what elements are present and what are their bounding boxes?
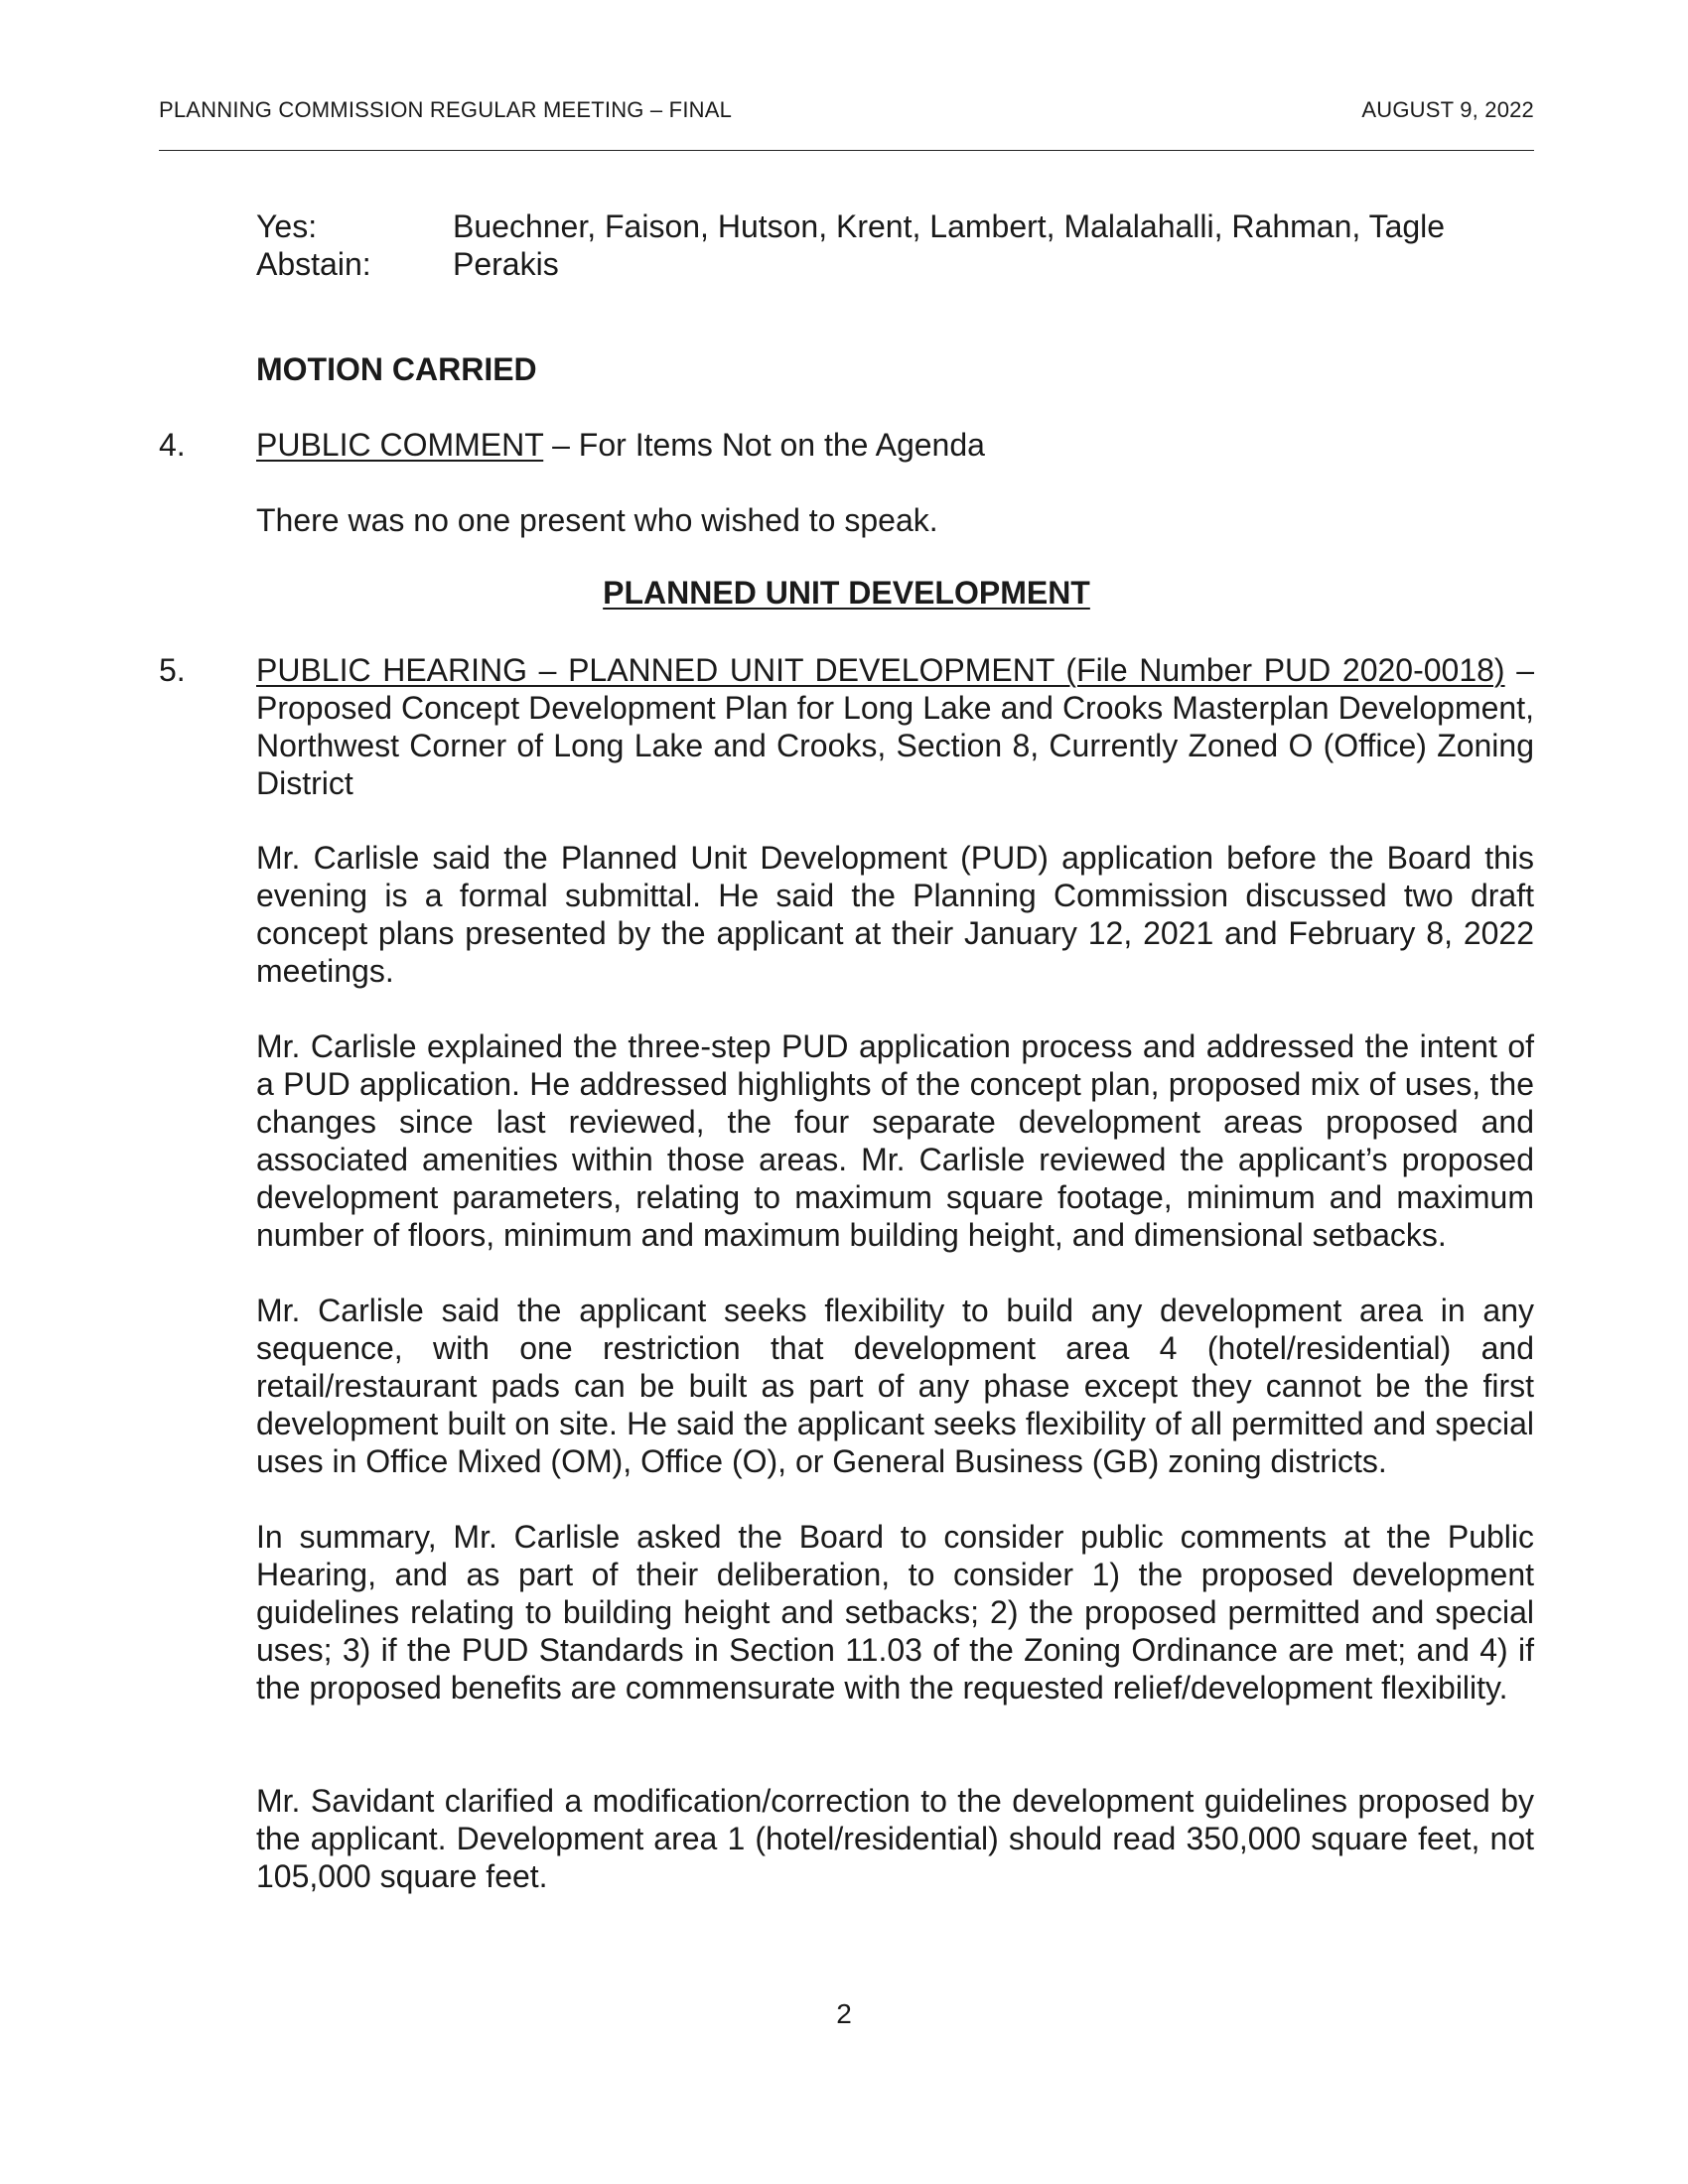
header-date: AUGUST 9, 2022 <box>1361 97 1534 122</box>
section-heading: PLANNED UNIT DEVELOPMENT <box>603 575 1090 611</box>
item-5-paragraph-5: Mr. Savidant clarified a modification/correction to the development guidelines proposed by the applicant. Development area 1 (hotel/residential) should read 350,000 square feet, not 105,000 square feet. <box>256 1783 1534 1894</box>
item-4-subtitle: – For Items Not on the Agenda <box>543 427 985 463</box>
vote-yes-label: Yes: <box>256 208 318 244</box>
page-number: 2 <box>836 1998 852 2029</box>
item-4-number: 4. <box>159 427 186 463</box>
item-5-number: 5. <box>159 652 186 688</box>
item-4-heading <box>256 426 1534 464</box>
item-5-paragraph-1: Mr. Carlisle said the Planned Unit Development (PUD) application before the Board this evening is a formal submittal. He said the Planning Commission discussed two draft concept plans presented by the applicant at their January 12, 2021 and February 8, 2022 meetings. <box>256 840 1534 989</box>
item-5-paragraph-3: Mr. Carlisle said the applicant seeks flexibility to build any development area in any sequence, with one restriction that development area 4 (hotel/residential) and retail/restaurant pads can be built as part of any phase except they cannot be the first development built on site. He said the applicant seeks flexibility of all permitted and special uses in Office Mixed (OM), Office (O), or General Business (GB) zoning districts. <box>256 1293 1534 1479</box>
header-divider <box>159 150 1534 151</box>
motion-result: MOTION CARRIED <box>256 351 537 387</box>
vote-abstain-label: Abstain: <box>256 246 371 282</box>
item-5-paragraph-2: Mr. Carlisle explained the three-step PUD application process and addressed the intent of a PUD application. He addressed highlights of the concept plan, proposed mix of uses, the changes since last reviewed, the four separate development areas proposed and associated amenities within those areas. Mr. Carlisle reviewed the applicant’s proposed development parameters, relating to maximum square footage, minimum and maximum number of floors, minimum and maximum building height, and dimensional setbacks. <box>256 1028 1534 1253</box>
item-5-paragraph-4: In summary, Mr. Carlisle asked the Board to consider public comments at the Public Hearing, and as part of their deliberation, to consider 1) the proposed development guidelines relating to building height and setbacks; 2) the proposed permitted and special uses; 3) if the PUD Standards in Section 11.03 of the Zoning Ordinance are met; and 4) if the proposed benefits are commensurate with the requested relief/development flexibility. <box>256 1519 1534 1706</box>
vote-abstain-names: Perakis <box>453 246 559 282</box>
page-header <box>159 97 1534 127</box>
item-4-title: PUBLIC COMMENT <box>256 427 544 463</box>
item-5-title: PUBLIC HEARING – PLANNED UNIT DEVELOPMENT (File Number PUD 2020-0018) <box>256 652 1505 688</box>
header-title: PLANNING COMMISSION REGULAR MEETING – FINAL <box>159 97 733 122</box>
vote-yes-names: Buechner, Faison, Hutson, Krent, Lambert, Malalahalli, Rahman, Tagle <box>453 208 1446 244</box>
item-5-heading <box>256 651 1534 802</box>
item-4-body: There was no one present who wished to speak. <box>256 502 938 538</box>
item-5-description: – Proposed Concept Development Plan for Long Lake and Crooks Masterplan Development, Northwest Corner of Long Lake and Crooks, Section 8, Currently Zoned O (Office) Zoning District <box>256 652 1534 801</box>
